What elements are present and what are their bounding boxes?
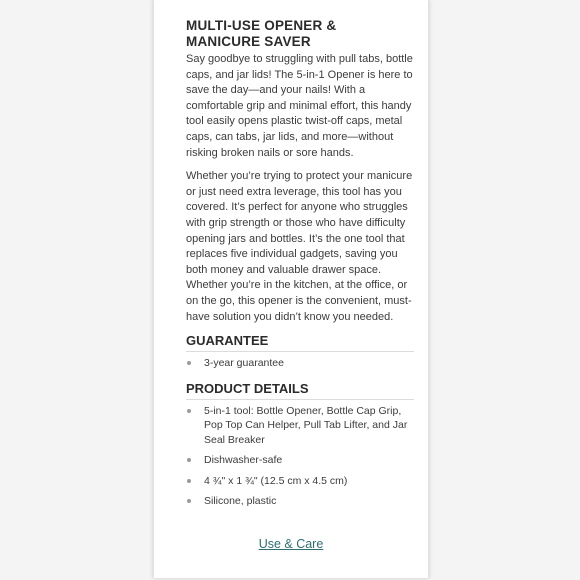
guarantee-heading: GUARANTEE [186, 333, 414, 352]
list-item [186, 356, 414, 371]
product-info-card [153, 0, 429, 578]
guarantee-list [186, 356, 414, 371]
bullet-dot-icon [187, 479, 191, 483]
guarantee-item-text: 3-year guarantee [204, 357, 284, 370]
bullet-dot-icon [187, 458, 191, 462]
product-details-list [186, 404, 414, 509]
detail-item-text: 5-in-1 tool: Bottle Opener, Bottle Cap Grip, Pop Top Can Helper, Pull Tab Lifter, and Jar Seal Breaker [204, 404, 408, 446]
list-item [186, 453, 414, 468]
bullet-dot-icon [187, 409, 191, 413]
detail-item-text: Dishwasher-safe [204, 454, 283, 467]
bullet-dot-icon [187, 361, 191, 365]
list-item [186, 404, 414, 448]
detail-item-text: Silicone, plastic [204, 495, 277, 508]
product-details-heading: PRODUCT DETAILS [186, 381, 414, 400]
use-and-care-link[interactable]: Use & Care [258, 537, 324, 551]
description-paragraph-2: Whether you’re trying to protect your manicure or just need extra leverage, this tool has you covered. It’s perfect for anyone who struggles with grip strength or those who have difficulty opening jars and bottles. It’s the one tool that replaces five individual gadgets, saving you both money and valuable drawer space. Whether you’re in the kitchen, at the office, or on the go, this opener is the convenient, must-have solution you didn’t know you needed. [186, 170, 413, 323]
detail-item-text: 4 ¾" x 1 ¾" (12.5 cm x 4.5 cm) [204, 474, 348, 487]
product-info-content [186, 18, 414, 515]
product-details-section [186, 381, 414, 509]
product-title: MULTI-USE OPENER & MANICURE SAVER [186, 18, 337, 49]
list-item [186, 474, 414, 489]
list-item [186, 494, 414, 509]
bullet-dot-icon [187, 499, 191, 503]
product-description [186, 52, 414, 325]
guarantee-section [186, 333, 414, 371]
description-paragraph-1: Say goodbye to struggling with pull tabs, bottle caps, and jar lids! The 5-in-1 Opener is here to save the day—and your nails! With a comfortable grip and minimal effort, this handy tool easily opens plastic twist-off caps, metal caps, can tabs, jar lids, and more—without risking broken nails or sore hands. [186, 53, 413, 159]
